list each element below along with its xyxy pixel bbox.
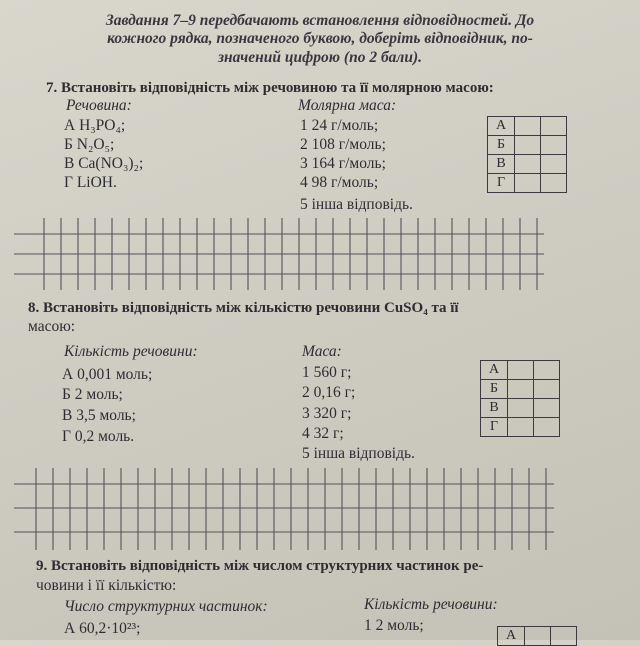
q9-answer-table — [497, 626, 577, 646]
q9-title-line-1: 9. Встановіть відповідність між числом структурних частинок ре- — [36, 558, 484, 574]
q8-answer-grid[interactable] — [14, 468, 554, 550]
q8-title-line-1: 8. Встановіть відповідність між кількістю речовини CuSO₄ та її — [28, 300, 459, 316]
answer-cell[interactable] — [551, 627, 577, 646]
q7-right-item: 2 108 г/моль; — [300, 136, 386, 153]
q9-left-item: А 60,2·10²³; — [64, 620, 141, 637]
q8-right-header: Маса: — [302, 343, 342, 360]
answer-cell[interactable] — [525, 627, 551, 646]
answer-letter: Б — [488, 136, 515, 155]
q8-right-item: 2 0,16 г; — [302, 384, 356, 401]
q7-right-item: 1 24 г/моль; — [300, 117, 379, 134]
answer-letter: В — [488, 155, 515, 174]
answer-cell[interactable] — [508, 399, 534, 418]
q7-left-item: А H₃PO₄; — [64, 117, 126, 134]
answer-cell[interactable] — [515, 174, 541, 193]
q7-left-header: Речовина: — [66, 97, 132, 114]
instructions-line-3: значений цифрою (по 2 бали). — [217, 49, 423, 66]
q9-right-header: Кількість речовини: — [364, 596, 498, 613]
q9-left-header: Число структурних частинок: — [64, 598, 268, 615]
answer-cell[interactable] — [534, 361, 560, 380]
q7-answer-table — [487, 116, 567, 193]
answer-cell[interactable] — [508, 418, 534, 437]
answer-cell[interactable] — [508, 380, 534, 399]
answer-letter: А — [481, 361, 508, 380]
answer-cell[interactable] — [534, 418, 560, 437]
q9-title-line-2: човини і її кількістю: — [36, 577, 177, 594]
answer-cell[interactable] — [534, 380, 560, 399]
q8-left-item: А 0,001 моль; — [62, 366, 153, 383]
answer-cell[interactable] — [515, 136, 541, 155]
q9-right-item: 1 2 моль; — [364, 617, 424, 634]
q7-title: 7. Встановіть відповідність між речовиною та її молярною масою: — [46, 80, 494, 96]
q8-answer-table — [480, 360, 560, 437]
answer-cell[interactable] — [541, 136, 567, 155]
q7-left-item: Б N₂O₅; — [64, 136, 115, 153]
q8-left-item: Г 0,2 моль. — [62, 428, 135, 445]
q8-left-item: В 3,5 моль; — [62, 407, 136, 424]
q8-left-item: Б 2 моль; — [62, 386, 123, 403]
q7-left-item: В Ca(NO₃)₂; — [64, 155, 144, 172]
answer-cell[interactable] — [541, 155, 567, 174]
answer-cell[interactable] — [541, 174, 567, 193]
answer-cell[interactable] — [508, 361, 534, 380]
answer-cell[interactable] — [515, 155, 541, 174]
q7-right-item: 4 98 г/моль; — [300, 174, 379, 191]
answer-letter: В — [481, 399, 508, 418]
q8-right-item: 4 32 г; — [302, 425, 344, 442]
answer-cell[interactable] — [534, 399, 560, 418]
q7-answer-grid[interactable] — [14, 218, 544, 290]
q7-left-item: Г LiOH. — [64, 174, 117, 191]
q7-right-item: 5 інша відповідь. — [300, 196, 413, 213]
answer-letter: А — [498, 627, 525, 646]
q7-right-header: Молярна маса: — [298, 97, 397, 114]
instructions-line-2: кожного рядка, позначеного буквою, доберіть відповідник, по- — [107, 30, 533, 47]
answer-letter: Г — [488, 174, 515, 193]
answer-letter: А — [488, 117, 515, 136]
q7-right-item: 3 164 г/моль; — [300, 155, 386, 172]
q8-title-line-2: масою: — [28, 318, 76, 335]
q8-left-header: Кількість речовини: — [64, 343, 198, 360]
answer-letter: Б — [481, 380, 508, 399]
answer-cell[interactable] — [541, 117, 567, 136]
instructions-line-1: Завдання 7–9 передбачають встановлення відповідностей. До — [105, 12, 535, 29]
answer-letter: Г — [481, 418, 508, 437]
q8-right-item: 1 560 г; — [302, 364, 352, 381]
q8-right-item: 3 320 г; — [302, 405, 352, 422]
answer-cell[interactable] — [515, 117, 541, 136]
q8-right-item: 5 інша відповідь. — [302, 445, 415, 462]
